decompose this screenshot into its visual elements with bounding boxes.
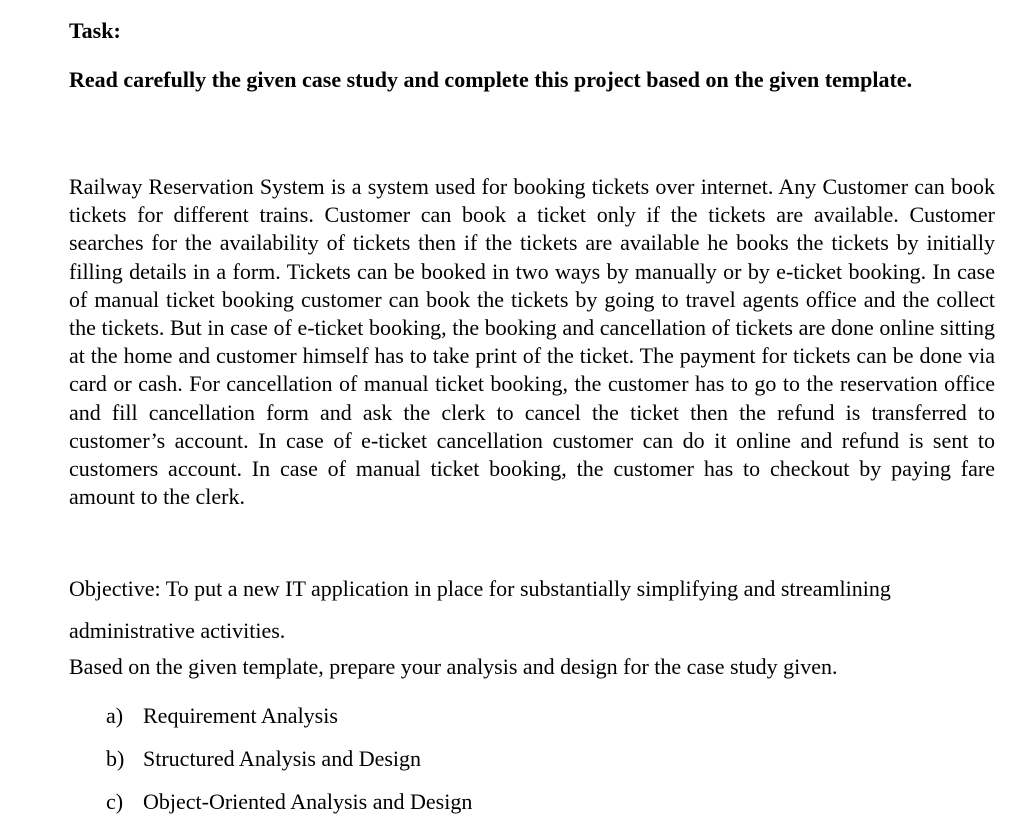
case-study-paragraph: Railway Reservation System is a system used for booking tickets over internet. Any Customer can book tickets for different trains. Customer can book a ticket only if the tickets are available. Customer searches for the availability of tickets then if the tickets are available he books the tickets by initially filling details in a form. Tickets can be booked in two ways by manually or by e-ticket booking. In case of manual ticket booking customer can book the tickets by going to travel agents office and the collect the tickets. But in case of e-ticket booking, the booking and cancellation of tickets are done online sitting at the home and customer himself has to take print of the ticket. The payment for tickets can be done via card or cash. For cancellation of manual ticket booking, the customer has to go to the reservation office and fill cancellation form and ask the clerk to cancel the ticket then the refund is transferred to customer’s account. In case of e-ticket cancellation customer can do it online and refund is sent to customers account. In case of manual ticket booking, the customer has to checkout by paying fare amount to the clerk. [69, 174, 995, 510]
task-heading: Task: [69, 18, 121, 43]
list-marker: b) [106, 746, 125, 771]
prepare-instruction: Based on the given template, prepare your analysis and design for the case study given. [69, 654, 838, 679]
list-item [106, 780, 472, 823]
list-item [106, 694, 472, 737]
list-item [106, 737, 472, 780]
list-item-label: Requirement Analysis [143, 703, 338, 728]
objective-paragraph: Objective: To put a new IT application in place for substantially simplifying and streamlining administrative activities. [69, 576, 891, 643]
list-marker: c) [106, 789, 124, 814]
deliverables-list [106, 694, 472, 823]
list-marker: a) [106, 703, 124, 728]
list-item-label: Structured Analysis and Design [143, 746, 422, 771]
list-item-label: Object-Oriented Analysis and Design [143, 789, 473, 814]
task-instruction: Read carefully the given case study and complete this project based on the given template. [69, 67, 913, 92]
